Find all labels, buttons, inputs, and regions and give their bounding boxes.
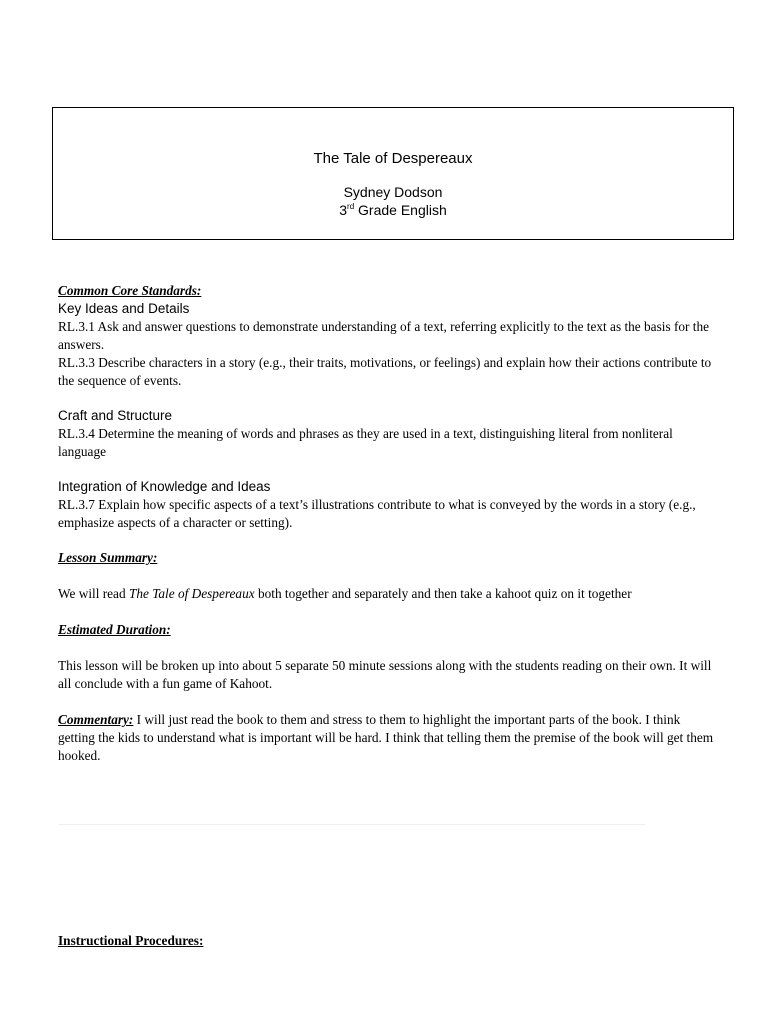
author-name: Sydney Dodson bbox=[343, 184, 443, 200]
commentary-text: I will just read the book to them and stress to them to highlight the important parts of the book. I think getting the kids to understand what is important will be hard. I think that telling them the premise of the book will get them hooked. bbox=[58, 712, 714, 763]
lesson-summary-text bbox=[58, 585, 718, 603]
commentary-paragraph bbox=[58, 711, 718, 765]
summary-book-title: The Tale of Despereaux bbox=[128, 586, 255, 601]
commentary-label: Commentary: bbox=[58, 712, 134, 727]
standards-heading-key-ideas: Key Ideas and Details bbox=[58, 301, 190, 316]
document-body bbox=[58, 282, 718, 765]
summary-text-before: We will read bbox=[58, 586, 129, 601]
lesson-summary-label: Lesson Summary: bbox=[58, 550, 158, 565]
summary-text-after: both together and separately and then take a kahoot quiz on it together bbox=[254, 586, 632, 601]
standards-heading-craft: Craft and Structure bbox=[58, 408, 173, 423]
estimated-duration-text: This lesson will be broken up into about 5 separate 50 minute sessions along with the students reading on their own. It will all conclude with a fun game of Kahoot. bbox=[58, 658, 712, 691]
faint-divider bbox=[58, 824, 646, 825]
grade-course bbox=[53, 202, 733, 218]
standards-heading-integration: Integration of Knowledge and Ideas bbox=[58, 479, 271, 494]
document-title: The Tale of Despereaux bbox=[313, 150, 473, 167]
grade-ordinal: rd bbox=[347, 202, 355, 211]
standard-rl-3-4: RL.3.4 Determine the meaning of words and phrases as they are used in a text, distinguishing literal from nonliteral language bbox=[58, 426, 673, 459]
standard-rl-3-7: RL.3.7 Explain how specific aspects of a text’s illustrations contribute to what is conveyed by the words in a story (e.g., emphasize aspects of a character or setting). bbox=[58, 497, 696, 530]
standard-rl-3-3: RL.3.3 Describe characters in a story (e.g., their traits, motivations, or feelings) and explain how their actions contribute to the sequence of events. bbox=[58, 355, 712, 388]
course-name: Grade English bbox=[354, 202, 447, 218]
standards-label: Common Core Standards: bbox=[58, 283, 202, 298]
title-box bbox=[52, 107, 734, 240]
grade-number: 3 bbox=[339, 202, 348, 218]
standard-rl-3-1: RL.3.1 Ask and answer questions to demonstrate understanding of a text, referring explicitly to the text as the basis for the answers. bbox=[58, 319, 710, 352]
instructional-procedures-label: Instructional Procedures: bbox=[58, 933, 204, 948]
estimated-duration-label: Estimated Duration: bbox=[58, 622, 171, 637]
